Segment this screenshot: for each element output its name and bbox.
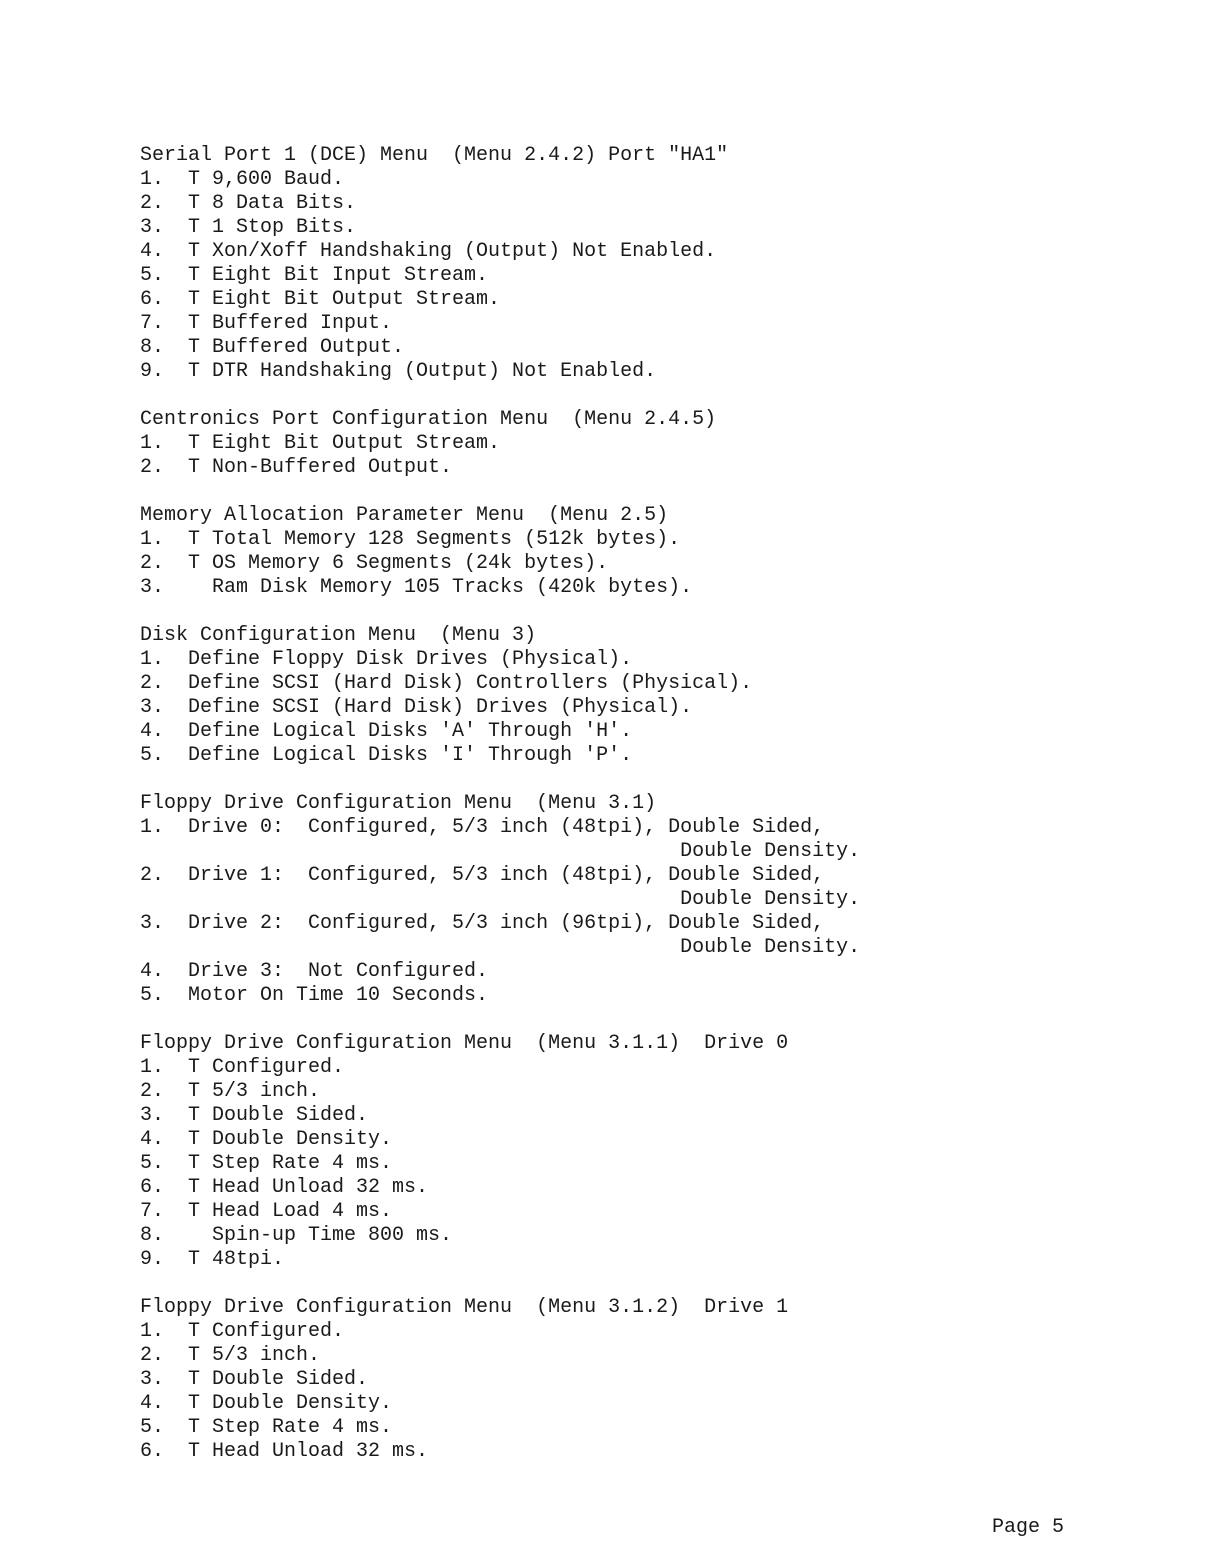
list-item: 7. T Buffered Input. bbox=[140, 312, 393, 335]
list-item: 5. T Eight Bit Input Stream. bbox=[140, 264, 489, 287]
list-item: 4. T Xon/Xoff Handshaking (Output) Not Enabled. bbox=[140, 240, 717, 263]
list-item: 2. Drive 1: Configured, 5/3 inch (48tpi), Double Sided, bbox=[140, 864, 825, 887]
section-centronics-port bbox=[140, 408, 1140, 480]
list-item: 1. T Configured. bbox=[140, 1056, 345, 1079]
list-item: 1. Define Floppy Disk Drives (Physical). bbox=[140, 648, 633, 671]
list-item: 1. Drive 0: Configured, 5/3 inch (48tpi), Double Sided, bbox=[140, 816, 825, 839]
section-floppy-drive-config bbox=[140, 792, 1140, 1008]
section-floppy-drive-1 bbox=[140, 1296, 1140, 1464]
document-body bbox=[140, 144, 1140, 1488]
list-item: 6. T Head Unload 32 ms. bbox=[140, 1440, 429, 1463]
section-floppy-drive-0 bbox=[140, 1032, 1140, 1272]
list-item: 9. T DTR Handshaking (Output) Not Enabled. bbox=[140, 360, 657, 383]
list-item: 8. T Buffered Output. bbox=[140, 336, 405, 359]
list-item: 4. T Double Density. bbox=[140, 1392, 393, 1415]
list-item: Double Density. bbox=[140, 840, 861, 863]
section-memory-allocation bbox=[140, 504, 1140, 600]
list-item: 9. T 48tpi. bbox=[140, 1248, 285, 1271]
list-item: 5. Define Logical Disks 'I' Through 'P'. bbox=[140, 744, 633, 767]
list-item: Double Density. bbox=[140, 888, 861, 911]
section-serial-port-1 bbox=[140, 144, 1140, 384]
section-heading: Disk Configuration Menu (Menu 3) bbox=[140, 624, 537, 647]
list-item: 3. Drive 2: Configured, 5/3 inch (96tpi), Double Sided, bbox=[140, 912, 825, 935]
section-heading: Floppy Drive Configuration Menu (Menu 3.1.1) Drive 0 bbox=[140, 1032, 789, 1055]
list-item: 5. T Step Rate 4 ms. bbox=[140, 1416, 393, 1439]
list-item: 3. T Double Sided. bbox=[140, 1368, 369, 1391]
list-item: 3. T Double Sided. bbox=[140, 1104, 369, 1127]
list-item: 2. T OS Memory 6 Segments (24k bytes). bbox=[140, 552, 609, 575]
list-item: 1. T Configured. bbox=[140, 1320, 345, 1343]
list-item: Double Density. bbox=[140, 936, 861, 959]
section-heading: Serial Port 1 (DCE) Menu (Menu 2.4.2) Port "HA1" bbox=[140, 144, 729, 167]
list-item: 4. Define Logical Disks 'A' Through 'H'. bbox=[140, 720, 633, 743]
list-item: 4. T Double Density. bbox=[140, 1128, 393, 1151]
section-disk-configuration bbox=[140, 624, 1140, 768]
list-item: 2. T 5/3 inch. bbox=[140, 1080, 321, 1103]
list-item: 8. Spin-up Time 800 ms. bbox=[140, 1224, 453, 1247]
list-item: 1. T Eight Bit Output Stream. bbox=[140, 432, 501, 455]
list-item: 1. T 9,600 Baud. bbox=[140, 168, 345, 191]
list-item: 2. T Non-Buffered Output. bbox=[140, 456, 453, 479]
list-item: 3. Define SCSI (Hard Disk) Drives (Physical). bbox=[140, 696, 693, 719]
list-item: 2. Define SCSI (Hard Disk) Controllers (Physical). bbox=[140, 672, 753, 695]
list-item: 3. Ram Disk Memory 105 Tracks (420k bytes). bbox=[140, 576, 693, 599]
list-item: 3. T 1 Stop Bits. bbox=[140, 216, 357, 239]
list-item: 4. Drive 3: Not Configured. bbox=[140, 960, 489, 983]
list-item: 6. T Eight Bit Output Stream. bbox=[140, 288, 501, 311]
page-number: Page 5 bbox=[992, 1516, 1065, 1539]
section-heading: Floppy Drive Configuration Menu (Menu 3.1.2) Drive 1 bbox=[140, 1296, 789, 1319]
list-item: 6. T Head Unload 32 ms. bbox=[140, 1176, 429, 1199]
list-item: 1. T Total Memory 128 Segments (512k bytes). bbox=[140, 528, 681, 551]
section-heading: Memory Allocation Parameter Menu (Menu 2.5) bbox=[140, 504, 669, 527]
list-item: 7. T Head Load 4 ms. bbox=[140, 1200, 393, 1223]
list-item: 2. T 8 Data Bits. bbox=[140, 192, 357, 215]
list-item: 2. T 5/3 inch. bbox=[140, 1344, 321, 1367]
section-heading: Centronics Port Configuration Menu (Menu 2.4.5) bbox=[140, 408, 717, 431]
list-item: 5. T Step Rate 4 ms. bbox=[140, 1152, 393, 1175]
list-item: 5. Motor On Time 10 Seconds. bbox=[140, 984, 489, 1007]
section-heading: Floppy Drive Configuration Menu (Menu 3.1) bbox=[140, 792, 657, 815]
